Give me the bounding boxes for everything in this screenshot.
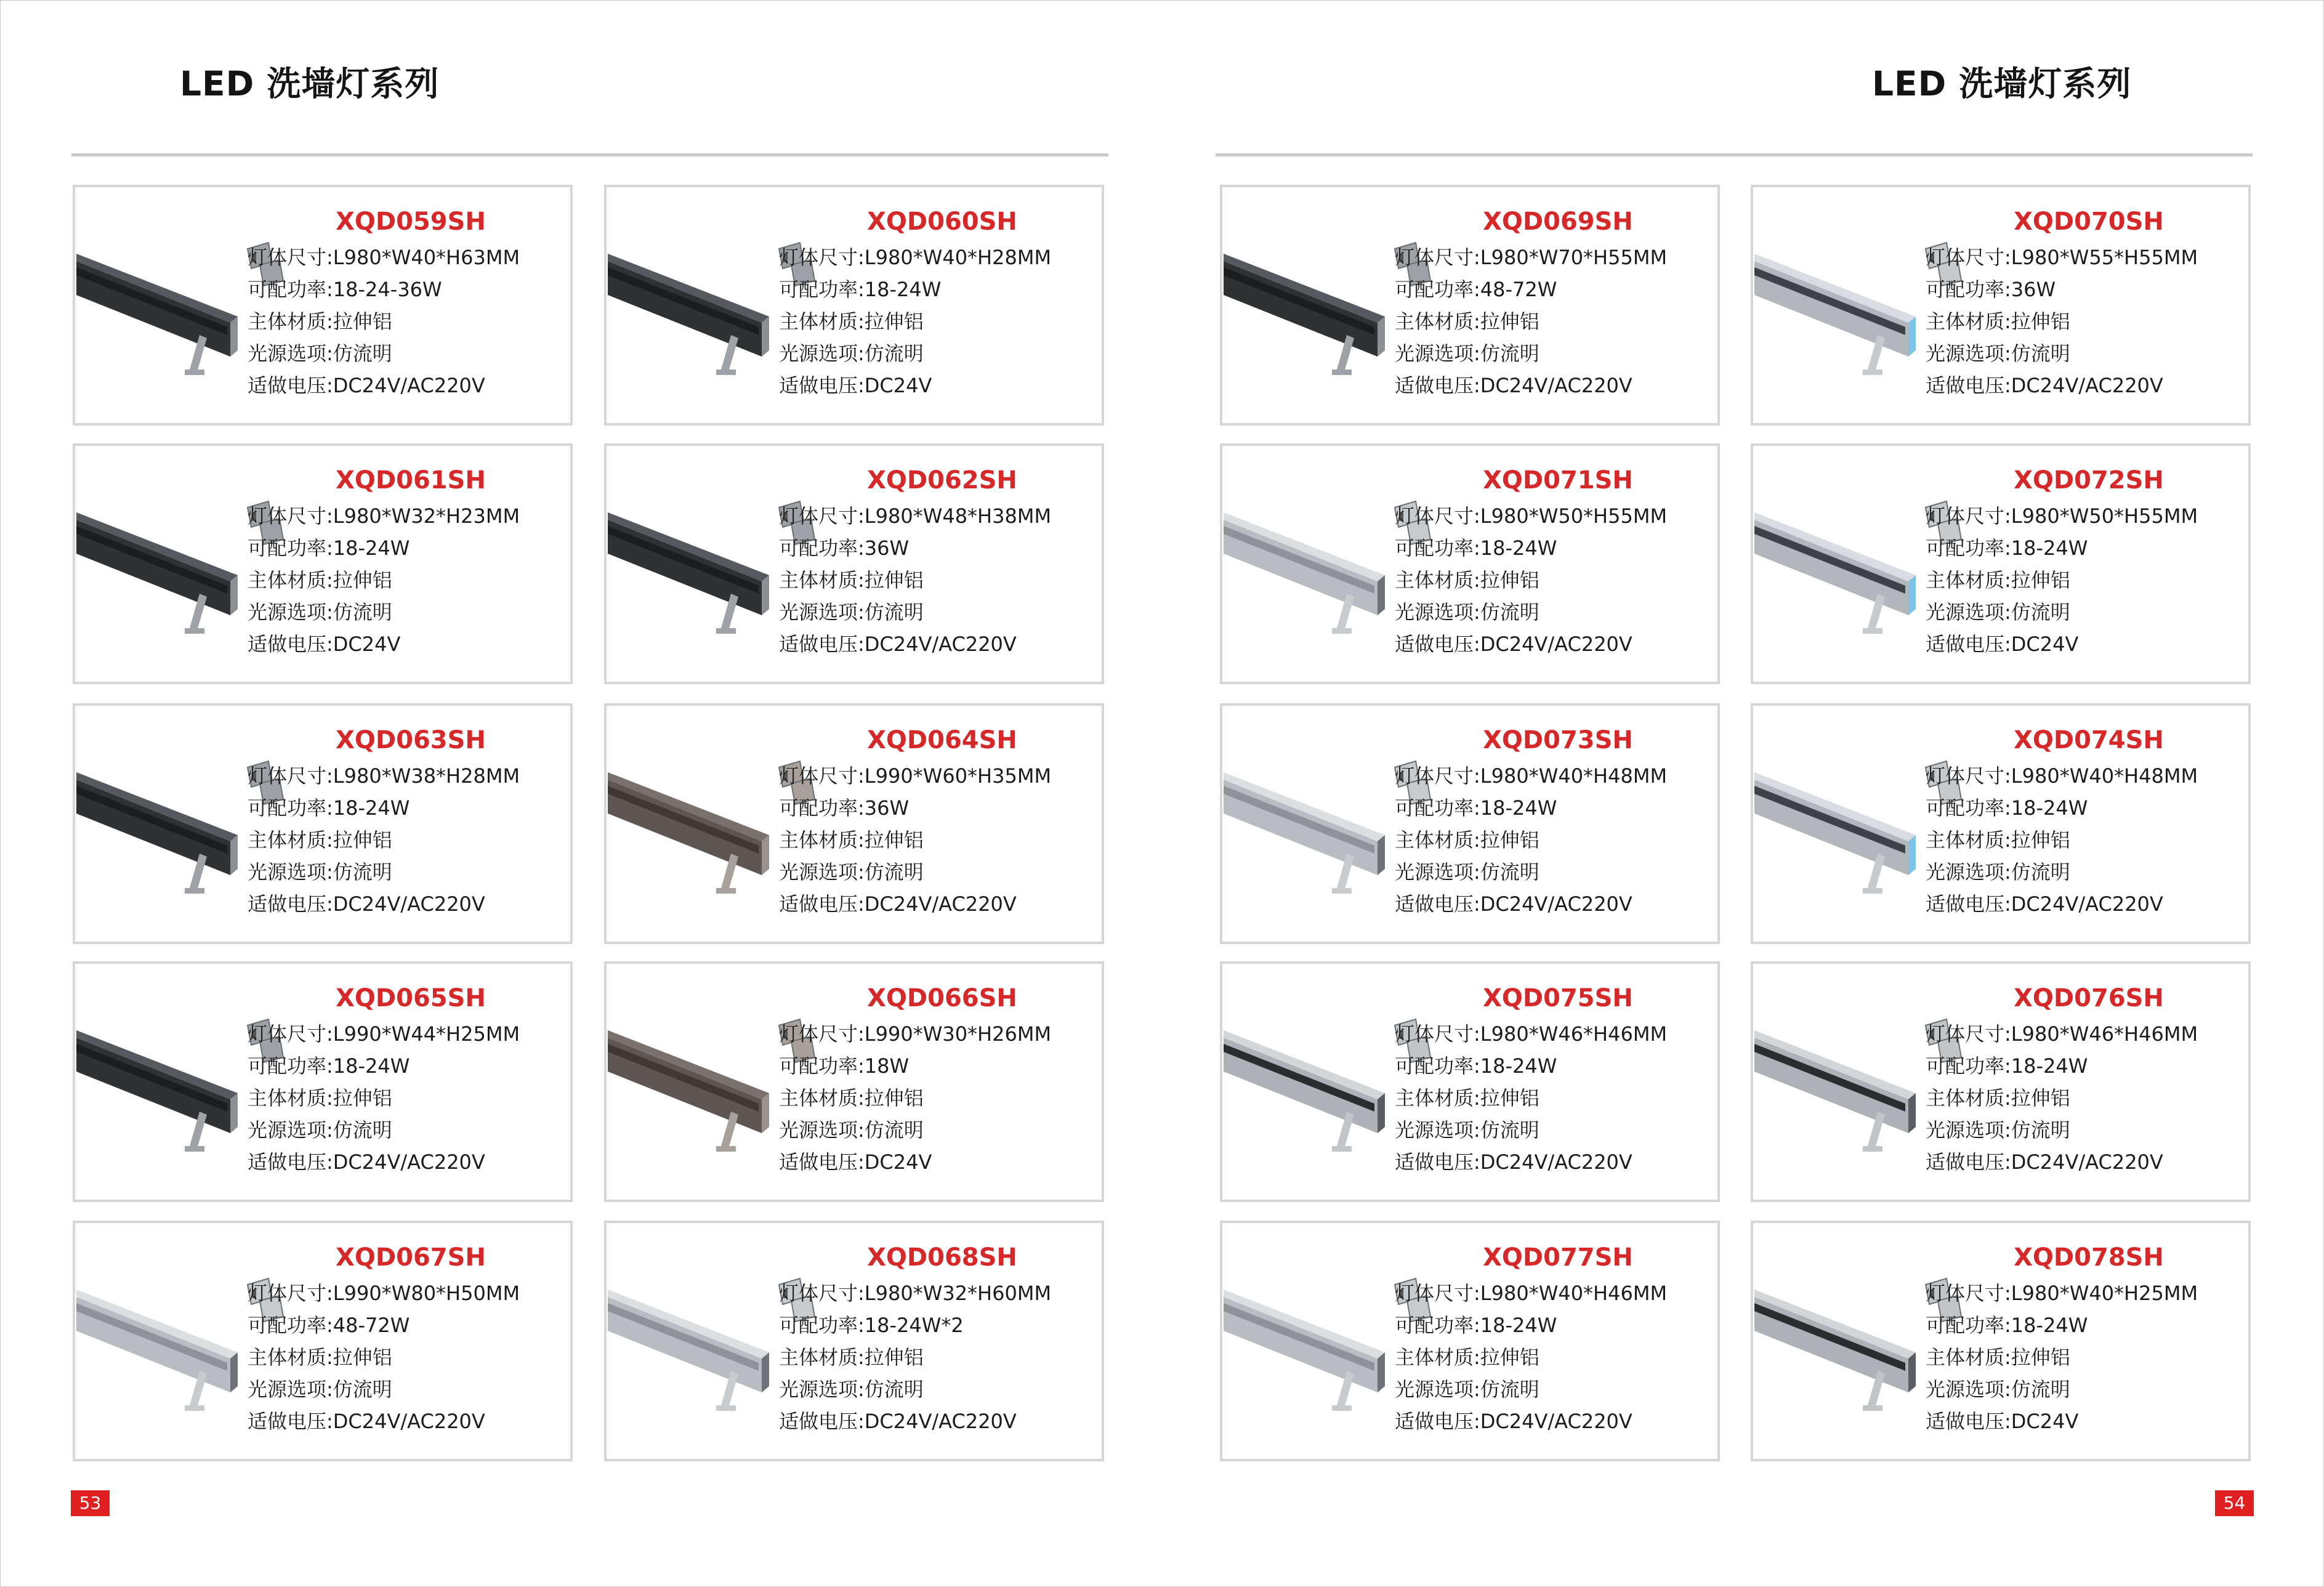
product-spec-line: 主体材质:拉伸铝 — [1926, 828, 2070, 852]
product-spec-list — [1395, 241, 1715, 402]
product-spec-line: 可配功率:18-24W — [1926, 1054, 2088, 1078]
product-spec-list — [1926, 1018, 2246, 1178]
product-spec-line: 可配功率:36W — [779, 536, 910, 560]
product-spec-line: 可配功率:18-24W*2 — [779, 1314, 964, 1337]
product-spec-line: 灯体尺寸:L980*W32*H23MM — [248, 504, 520, 528]
product-spec-line: 灯体尺寸:L980*W40*H28MM — [779, 246, 1052, 269]
product-spec-line: 主体材质:拉伸铝 — [248, 568, 392, 592]
product-spec-list — [1395, 1277, 1715, 1437]
product-model-number: XQD078SH — [2014, 1243, 2164, 1272]
product-card — [1220, 1221, 1720, 1461]
product-spec-list — [779, 1277, 1099, 1437]
product-model-number: XQD066SH — [867, 984, 1017, 1012]
product-spec-line: 主体材质:拉伸铝 — [1926, 310, 2070, 333]
product-card — [73, 1221, 573, 1461]
product-card — [604, 1221, 1104, 1461]
product-spec-line: 可配功率:18-24W — [779, 278, 942, 301]
product-model-number: XQD077SH — [1483, 1243, 1633, 1272]
product-spec-line: 光源选项:仿流明 — [1395, 860, 1539, 884]
product-spec-line: 光源选项:仿流明 — [779, 1378, 924, 1401]
product-spec-list — [1395, 500, 1715, 660]
product-spec-line: 可配功率:48-72W — [248, 1314, 410, 1337]
product-spec-line: 灯体尺寸:L980*W55*H55MM — [1926, 246, 2198, 269]
product-spec-line: 光源选项:仿流明 — [1926, 1378, 2070, 1401]
product-spec-line: 灯体尺寸:L980*W40*H25MM — [1926, 1282, 2198, 1305]
product-spec-line: 可配功率:18-24W — [1395, 536, 1557, 560]
product-spec-line: 适做电压:DC24V/AC220V — [248, 1410, 485, 1433]
product-spec-line: 光源选项:仿流明 — [779, 860, 924, 884]
product-spec-line: 光源选项:仿流明 — [248, 1118, 392, 1142]
product-spec-line: 灯体尺寸:L980*W50*H55MM — [1395, 504, 1668, 528]
product-spec-line: 适做电压:DC24V/AC220V — [1926, 1150, 2163, 1174]
product-model-number: XQD068SH — [867, 1243, 1017, 1272]
product-spec-line: 可配功率:18-24W — [1395, 1054, 1557, 1078]
product-card — [1751, 443, 2251, 684]
product-spec-list — [248, 500, 568, 660]
product-spec-line: 灯体尺寸:L980*W70*H55MM — [1395, 246, 1668, 269]
product-spec-line: 光源选项:仿流明 — [1395, 342, 1539, 365]
product-spec-line: 灯体尺寸:L990*W80*H50MM — [248, 1282, 520, 1305]
product-spec-line: 主体材质:拉伸铝 — [1395, 310, 1539, 333]
product-card — [1751, 703, 2251, 944]
product-spec-line: 适做电压:DC24V — [779, 374, 932, 397]
product-spec-line: 适做电压:DC24V/AC220V — [248, 374, 485, 397]
product-spec-line: 适做电压:DC24V — [779, 1150, 932, 1174]
product-spec-line: 灯体尺寸:L980*W32*H60MM — [779, 1282, 1052, 1305]
product-spec-line: 主体材质:拉伸铝 — [1926, 1346, 2070, 1369]
product-card — [1220, 703, 1720, 944]
product-spec-line: 灯体尺寸:L980*W40*H48MM — [1926, 764, 2198, 788]
product-spec-line: 适做电压:DC24V/AC220V — [779, 632, 1017, 656]
product-spec-line: 光源选项:仿流明 — [779, 342, 924, 365]
product-card — [1220, 961, 1720, 1202]
left-page-title: LED 洗墙灯系列 — [180, 64, 440, 103]
product-spec-line: 主体材质:拉伸铝 — [248, 310, 392, 333]
product-model-number: XQD073SH — [1483, 726, 1633, 754]
product-spec-line: 主体材质:拉伸铝 — [779, 310, 924, 333]
product-card — [604, 185, 1104, 426]
product-spec-line: 适做电压:DC24V — [248, 632, 401, 656]
product-spec-line: 可配功率:18-24W — [248, 796, 410, 820]
product-spec-list — [1926, 241, 2246, 402]
product-spec-line: 适做电压:DC24V/AC220V — [1926, 374, 2163, 397]
product-spec-line: 适做电压:DC24V/AC220V — [779, 1410, 1017, 1433]
product-spec-line: 光源选项:仿流明 — [248, 860, 392, 884]
product-spec-list — [1926, 500, 2246, 660]
product-model-number: XQD072SH — [2014, 466, 2164, 495]
product-spec-line: 光源选项:仿流明 — [248, 342, 392, 365]
product-card — [1751, 1221, 2251, 1461]
product-model-number: XQD070SH — [2014, 208, 2164, 236]
product-spec-line: 主体材质:拉伸铝 — [1395, 1086, 1539, 1110]
product-model-number: XQD071SH — [1483, 466, 1633, 495]
right-page-title: LED 洗墙灯系列 — [1872, 64, 2132, 103]
product-spec-list — [248, 241, 568, 402]
product-spec-line: 光源选项:仿流明 — [1926, 1118, 2070, 1142]
product-spec-line: 适做电压:DC24V/AC220V — [1395, 1150, 1632, 1174]
product-spec-list — [248, 1018, 568, 1178]
product-spec-line: 适做电压:DC24V/AC220V — [1926, 892, 2163, 916]
product-model-number: XQD062SH — [867, 466, 1017, 495]
product-spec-line: 适做电压:DC24V/AC220V — [1395, 892, 1632, 916]
product-model-number: XQD074SH — [2014, 726, 2164, 754]
product-spec-line: 光源选项:仿流明 — [1395, 600, 1539, 624]
product-card — [1751, 961, 2251, 1202]
product-card — [604, 961, 1104, 1202]
product-spec-list — [248, 1277, 568, 1437]
product-spec-list — [1395, 760, 1715, 920]
product-spec-line: 灯体尺寸:L980*W50*H55MM — [1926, 504, 2198, 528]
product-spec-line: 可配功率:18W — [779, 1054, 910, 1078]
product-spec-line: 灯体尺寸:L980*W48*H38MM — [779, 504, 1052, 528]
product-spec-line: 可配功率:36W — [779, 796, 910, 820]
product-spec-line: 光源选项:仿流明 — [1395, 1118, 1539, 1142]
product-spec-list — [779, 500, 1099, 660]
product-spec-line: 可配功率:18-24W — [1926, 1314, 2088, 1337]
right-page-number: 54 — [2215, 1490, 2254, 1516]
product-model-number: XQD076SH — [2014, 984, 2164, 1012]
product-spec-line: 灯体尺寸:L980*W40*H48MM — [1395, 764, 1668, 788]
product-spec-line: 光源选项:仿流明 — [779, 600, 924, 624]
product-spec-list — [1926, 760, 2246, 920]
product-spec-line: 可配功率:48-72W — [1395, 278, 1557, 301]
product-spec-line: 光源选项:仿流明 — [248, 1378, 392, 1401]
product-spec-line: 灯体尺寸:L990*W60*H35MM — [779, 764, 1052, 788]
product-spec-line: 适做电压:DC24V/AC220V — [1395, 1410, 1632, 1433]
product-model-number: XQD061SH — [336, 466, 486, 495]
left-page-number: 53 — [71, 1490, 110, 1516]
product-card — [1751, 185, 2251, 426]
product-card — [73, 961, 573, 1202]
product-spec-line: 可配功率:18-24W — [1926, 796, 2088, 820]
product-spec-list — [779, 241, 1099, 402]
left-title-divider — [71, 153, 1108, 156]
product-spec-line: 灯体尺寸:L990*W44*H25MM — [248, 1022, 520, 1046]
product-spec-line: 可配功率:18-24W — [1395, 1314, 1557, 1337]
right-title-divider — [1216, 153, 2253, 156]
product-model-number: XQD069SH — [1483, 208, 1633, 236]
product-spec-line: 适做电压:DC24V — [1926, 1410, 2079, 1433]
product-spec-line: 主体材质:拉伸铝 — [248, 1086, 392, 1110]
product-spec-line: 主体材质:拉伸铝 — [248, 828, 392, 852]
product-spec-line: 灯体尺寸:L980*W38*H28MM — [248, 764, 520, 788]
product-model-number: XQD063SH — [336, 726, 486, 754]
product-spec-line: 可配功率:18-24W — [248, 1054, 410, 1078]
product-spec-line: 适做电压:DC24V/AC220V — [248, 892, 485, 916]
product-spec-line: 可配功率:36W — [1926, 278, 2056, 301]
product-spec-line: 光源选项:仿流明 — [1395, 1378, 1539, 1401]
product-spec-line: 主体材质:拉伸铝 — [779, 828, 924, 852]
product-model-number: XQD067SH — [336, 1243, 486, 1272]
product-model-number: XQD059SH — [336, 208, 486, 236]
product-model-number: XQD075SH — [1483, 984, 1633, 1012]
product-model-number: XQD060SH — [867, 208, 1017, 236]
product-spec-line: 光源选项:仿流明 — [248, 600, 392, 624]
product-spec-line: 适做电压:DC24V — [1926, 632, 2079, 656]
product-spec-line: 主体材质:拉伸铝 — [1395, 568, 1539, 592]
product-spec-line: 光源选项:仿流明 — [1926, 860, 2070, 884]
product-spec-list — [779, 1018, 1099, 1178]
product-card — [604, 703, 1104, 944]
product-spec-line: 可配功率:18-24W — [248, 536, 410, 560]
product-spec-line: 灯体尺寸:L980*W40*H63MM — [248, 246, 520, 269]
product-model-number: XQD065SH — [336, 984, 486, 1012]
product-card — [1220, 443, 1720, 684]
product-card — [73, 703, 573, 944]
product-card — [604, 443, 1104, 684]
product-spec-line: 主体材质:拉伸铝 — [1926, 1086, 2070, 1110]
product-spec-list — [779, 760, 1099, 920]
product-spec-line: 主体材质:拉伸铝 — [1926, 568, 2070, 592]
product-spec-line: 光源选项:仿流明 — [1926, 600, 2070, 624]
product-spec-line: 主体材质:拉伸铝 — [779, 1346, 924, 1369]
product-spec-line: 主体材质:拉伸铝 — [779, 568, 924, 592]
product-spec-list — [1926, 1277, 2246, 1437]
product-spec-line: 适做电压:DC24V/AC220V — [1395, 374, 1632, 397]
product-spec-line: 主体材质:拉伸铝 — [779, 1086, 924, 1110]
product-spec-line: 光源选项:仿流明 — [1926, 342, 2070, 365]
product-spec-line: 可配功率:18-24-36W — [248, 278, 442, 301]
product-spec-line: 光源选项:仿流明 — [779, 1118, 924, 1142]
product-card — [73, 443, 573, 684]
product-spec-line: 适做电压:DC24V/AC220V — [1395, 632, 1632, 656]
product-spec-line: 灯体尺寸:L980*W46*H46MM — [1395, 1022, 1668, 1046]
product-spec-line: 灯体尺寸:L980*W40*H46MM — [1395, 1282, 1668, 1305]
product-spec-line: 适做电压:DC24V/AC220V — [248, 1150, 485, 1174]
product-spec-list — [1395, 1018, 1715, 1178]
product-spec-line: 主体材质:拉伸铝 — [1395, 828, 1539, 852]
product-spec-line: 可配功率:18-24W — [1926, 536, 2088, 560]
product-card — [1220, 185, 1720, 426]
product-spec-line: 灯体尺寸:L980*W46*H46MM — [1926, 1022, 2198, 1046]
product-spec-line: 适做电压:DC24V/AC220V — [779, 892, 1017, 916]
product-spec-line: 主体材质:拉伸铝 — [248, 1346, 392, 1369]
product-card — [73, 185, 573, 426]
product-spec-line: 主体材质:拉伸铝 — [1395, 1346, 1539, 1369]
product-spec-line: 可配功率:18-24W — [1395, 796, 1557, 820]
product-model-number: XQD064SH — [867, 726, 1017, 754]
product-spec-line: 灯体尺寸:L990*W30*H26MM — [779, 1022, 1052, 1046]
product-spec-list — [248, 760, 568, 920]
